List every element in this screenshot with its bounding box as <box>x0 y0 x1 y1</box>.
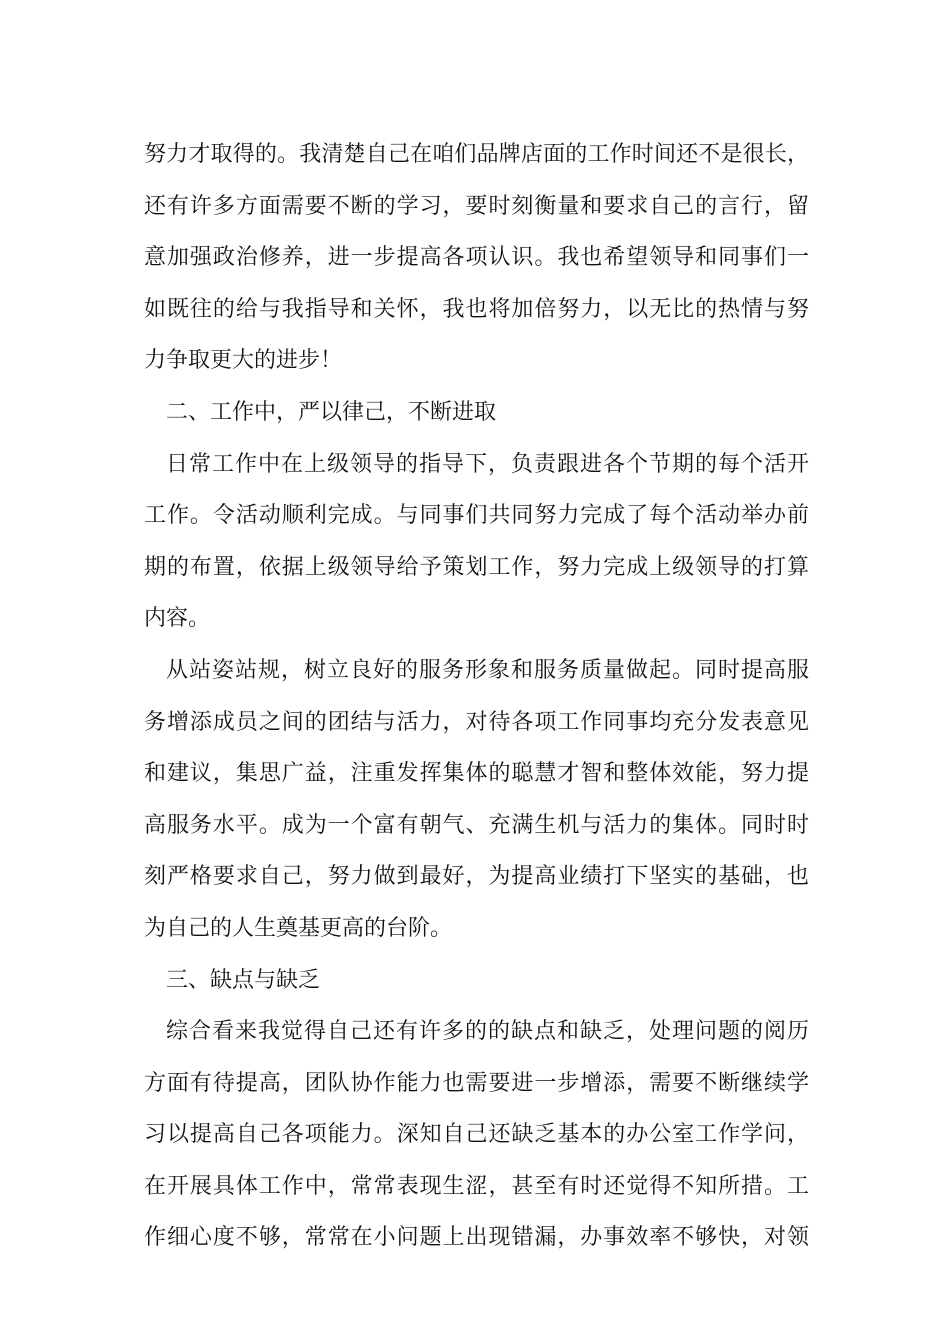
text-line: 和建议，集思广益，注重发挥集体的聪慧才智和整体效能，努力提 <box>144 761 809 787</box>
text-line: 力争取更大的进步！ <box>144 348 343 374</box>
text-line: 意加强政治修养，进一步提高各项认识。我也希望领导和同事们一 <box>144 245 809 271</box>
text-line: 努力才取得的。我清楚自己在咱们品牌店面的工作时间还不是很长， <box>144 142 809 167</box>
text-line: 二、工作中，严以律己，不断进取 <box>166 399 497 425</box>
text-line: 高服务水平。成为一个富有朝气、充满生机与活力的集体。同时时 <box>144 812 809 838</box>
text-line: 期的布置，依据上级领导给予策划工作，努力完成上级领导的打算 <box>144 554 809 580</box>
text-line: 工作。令活动顺利完成。与同事们共同努力完成了每个活动举办前 <box>144 503 809 529</box>
text-line: 方面有待提高，团队协作能力也需要进一步增添，需要不断继续学 <box>144 1070 809 1096</box>
text-line: 为自己的人生奠基更高的台阶。 <box>144 915 453 941</box>
text-line: 日常工作中在上级领导的指导下，负责跟进各个节期的每个活开 <box>166 451 809 477</box>
text-line: 刻严格要求自己，努力做到最好，为提高业绩打下坚实的基础，也 <box>144 864 809 890</box>
text-line: 三、缺点与缺乏 <box>166 967 321 993</box>
text-line: 习以提高自己各项能力。深知自己还缺乏基本的办公室工作学问， <box>144 1122 809 1148</box>
document-body <box>144 129 809 1264</box>
text-line: 在开展具体工作中，常常表现生涩，甚至有时还觉得不知所措。工 <box>144 1173 809 1199</box>
text-line: 如既往的给与我指导和关怀，我也将加倍努力，以无比的热情与努 <box>144 296 809 322</box>
text-line: 从站姿站规，树立良好的服务形象和服务质量做起。同时提高服 <box>166 657 809 683</box>
text-line: 还有许多方面需要不断的学习，要时刻衡量和要求自己的言行，留 <box>144 193 809 219</box>
text-line: 务增添成员之间的团结与活力，对待各项工作同事均充分发表意见 <box>144 709 809 735</box>
text-line: 内容。 <box>144 606 211 632</box>
text-line: 综合看来我觉得自己还有许多的的缺点和缺乏，处理问题的阅历 <box>166 1019 809 1045</box>
text-line: 作细心度不够，常常在小问题上出现错漏，办事效率不够快，对领 <box>144 1225 809 1251</box>
